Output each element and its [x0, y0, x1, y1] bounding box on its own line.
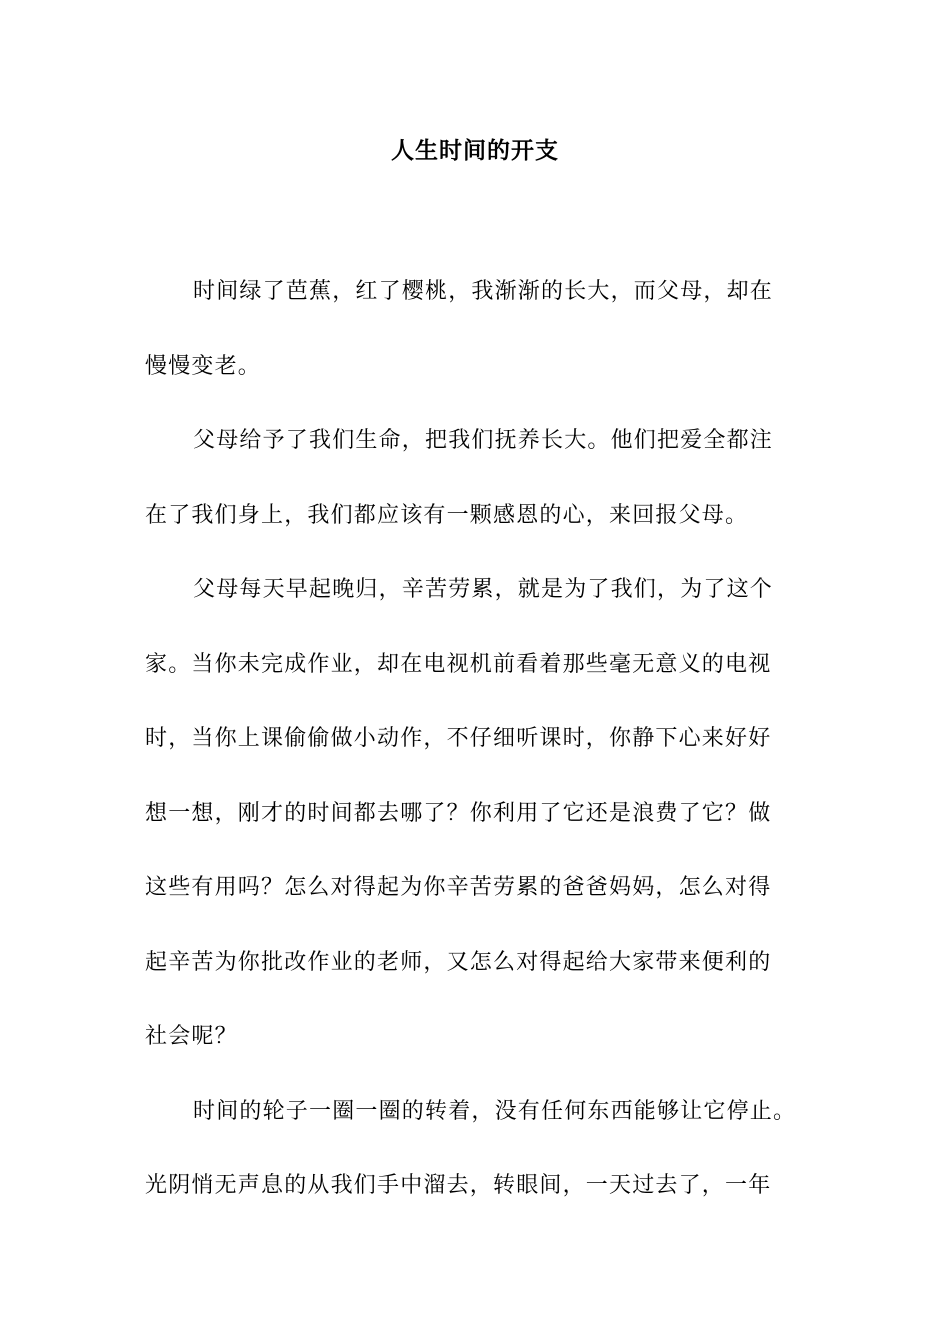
- paragraph-4-line-2: 光阴悄无声息的从我们手中溜去，转眼间，一天过去了，一年: [145, 1173, 772, 1198]
- paragraph-3-line-1: 父母每天早起晚归，辛苦劳累，就是为了我们，为了这个: [193, 577, 774, 602]
- paragraph-3-line-7: 社会呢？: [145, 1024, 238, 1049]
- paragraph-3-line-5: 这些有用吗？怎么对得起为你辛苦劳累的爸爸妈妈，怎么对得: [145, 875, 772, 900]
- paragraph-4-line-1: 时间的轮子一圈一圈的转着，没有任何东西能够让它停止。: [193, 1098, 797, 1124]
- paragraph-3-line-3: 时，当你上课偷偷做小动作，不仔细听课时，你静下心来好好: [145, 726, 772, 751]
- paragraph-2-line-2: 在了我们身上，我们都应该有一颗感恩的心，来回报父母。: [145, 502, 749, 528]
- document-title: 人生时间的开支: [391, 137, 559, 164]
- paragraph-3-line-4: 想一想，刚才的时间都去哪了？你利用了它还是浪费了它？做: [145, 800, 772, 826]
- paragraph-3-line-6: 起辛苦为你批改作业的老师，又怎么对得起给大家带来便利的: [145, 949, 772, 975]
- paragraph-1-line-2: 慢慢变老。: [145, 353, 262, 379]
- document-body: [145, 255, 805, 1224]
- paragraph-3-line-2: 家。当你未完成作业，却在电视机前看着那些毫无意义的电视: [145, 651, 772, 677]
- paragraph-2-line-1: 父母给予了我们生命，把我们抚养长大。他们把爱全都注: [193, 428, 774, 453]
- paragraph-1-line-1: 时间绿了芭蕉，红了樱桃，我渐渐的长大，而父母，却在: [193, 279, 774, 304]
